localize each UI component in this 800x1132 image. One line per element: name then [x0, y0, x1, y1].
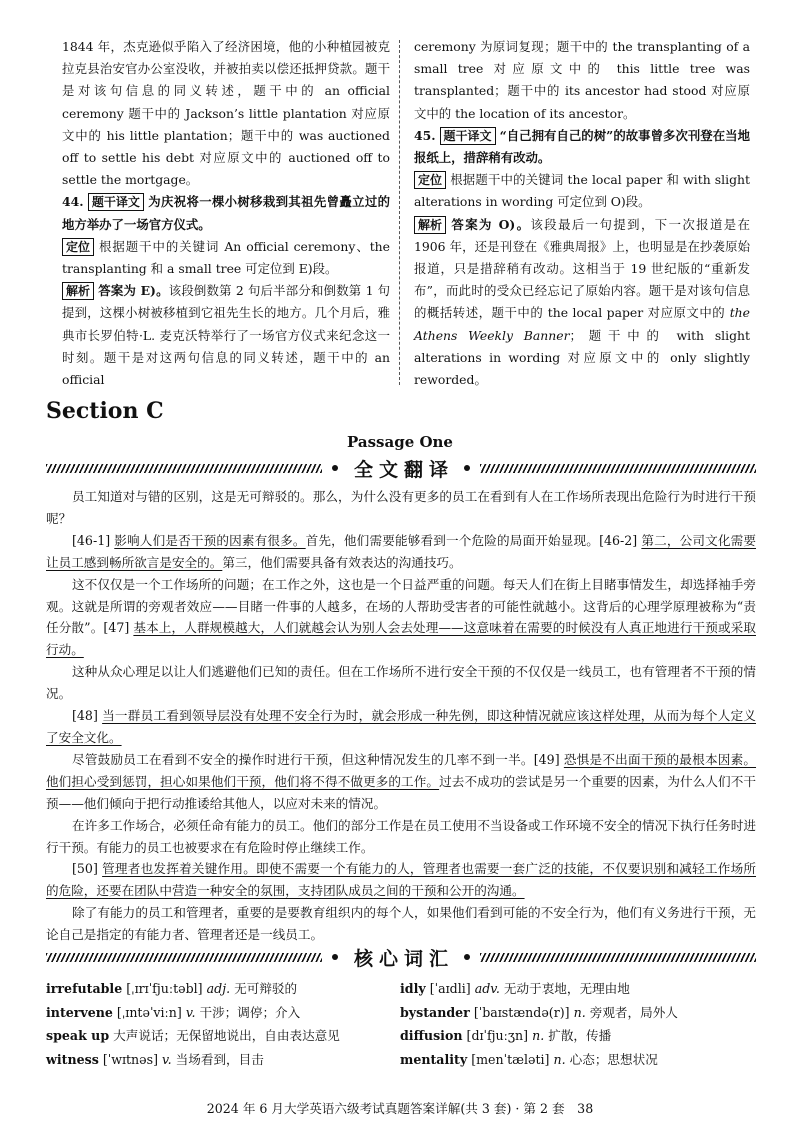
underline-46-1: 影响人们是否干预的因素有很多。: [114, 532, 306, 548]
vocab-dot-left: [332, 954, 338, 960]
left-para-continued: 1844 年，杰克逊似乎陷入了经济困境，他的小种植园被克拉克县治安官办公室没收，并被拍卖以偿还抵押贷款。题干是对该句信息的同义转述，题干中的 an official ceremony 题干中的 Jackson’s little plantation 对应原文中的 his little plantation；题干中的 was auctioned off to settle his debt 对应原文中的 auctioned off to settle the mortgage。: [62, 39, 390, 188]
left-column: [62, 36, 390, 391]
underline-50: 管理者也发挥着关键作用。即使不需要一个有能力的人，管理者也需要一套广泛的技能，不仅要识别和减轻工作场所的危险，还要在团队中营造一种安全的氛围，支持团队成员之间的干预和公开的沟通。: [46, 861, 757, 899]
vocab-entry: [400, 1001, 756, 1025]
vocab-word: idly: [400, 981, 426, 996]
vocab-word: mentality: [400, 1051, 468, 1067]
vocab-word: bystander: [400, 1004, 470, 1020]
vocab-hatch-right: [480, 953, 756, 962]
column-divider: [399, 40, 400, 385]
vocab-pos: n.: [573, 1004, 586, 1020]
vocab-pos: n.: [532, 1028, 545, 1043]
q45-block: [414, 125, 750, 169]
vocab-pos: n.: [553, 1051, 566, 1067]
banner-dot-left: [332, 465, 338, 471]
vocab-def: 无可辩驳的: [234, 981, 298, 996]
vocab-word: speak up: [46, 1028, 110, 1043]
q45-analysis-italic: the Athens Weekly Banner: [414, 305, 750, 343]
vocab-phonetic: [ˈwɪtnəs]: [102, 1051, 158, 1067]
mark-46-2: [46-2]: [599, 532, 638, 548]
q44-locate: [62, 236, 390, 280]
vocab-word: witness: [46, 1051, 99, 1067]
vocab-entry: [46, 977, 391, 1001]
vocab-phonetic: [dɪˈfjuːʒn]: [466, 1028, 529, 1043]
mark-48: [48]: [72, 708, 98, 724]
vocab-phonetic: [menˈtæləti]: [471, 1051, 550, 1067]
vocab-def: 大声说话；无保留地说出，自由表达意见: [113, 1028, 340, 1043]
q44-block: [62, 191, 390, 235]
vocab-entry: [46, 1001, 391, 1025]
q44-analysis-tag: 解析: [62, 282, 94, 300]
mark-50: [50]: [72, 861, 98, 877]
vocab-def: 心态；思想状况: [569, 1051, 658, 1067]
vocab-phonetic: [ˈbaɪstændə(r)]: [473, 1004, 570, 1020]
q45-locate-text: 根据题干中的关键词 the local paper 和 with slight alterations in wording 可定位到 O)段。: [414, 172, 750, 210]
vocab-entry: [46, 1048, 391, 1072]
q44-answer: 答案为 E)。: [98, 283, 169, 299]
q44-locate-text: 根据题干中的关键词 An official ceremony、the transplanting 和 a small tree 可定位到 E)段。: [62, 238, 390, 277]
q45-locate-tag: 定位: [414, 171, 446, 189]
vocab-column-right: [400, 977, 756, 1071]
translation-p5: [46, 705, 756, 749]
vocab-entry: [400, 1024, 756, 1048]
vocab-pos: v.: [185, 1004, 196, 1020]
q44-translation: 为庆祝将一棵小树移栽到其祖先曾矗立过的地方举办了一场官方仪式。: [62, 194, 390, 232]
translation-p4: 这种从众心理足以让人们逃避他们已知的责任。但在工作场所不进行安全干预的不仅仅是一线员工，也有管理者不干预的情况。: [46, 664, 756, 702]
translation-p8: [46, 858, 756, 902]
page-footer: 2024 年 6 月大学英语六级考试真题答案详解(共 3 套) · 第 2 套 38: [206, 1101, 594, 1116]
underline-48: 当一群员工看到领导层没有处理不安全行为时，就会形成一种先例，即这种情况就应该这样处理，从而为每个人定义了安全文化。: [46, 708, 757, 745]
vocab-pos: adj.: [206, 981, 231, 996]
vocab-def: 无动于衷地，无理由地: [503, 981, 630, 996]
mark-49: [49]: [533, 751, 560, 767]
underline-47: 基本上，人群规模越大，人们就越会认为别人会去处理——这意味着在需要的时候没有人真正地进行干预或采取行动。: [46, 620, 756, 658]
p2-mid: 首先，他们需要能够看到一个危险的局面开始显现。: [305, 532, 600, 548]
vocab-dot-right: [464, 954, 470, 960]
translation-p3: [46, 574, 756, 662]
underline-49: 恐惧是不出面干预的最根本因素。他们担心受到惩罚，担心如果他们干预，他们将不得不做更多的工作。: [46, 751, 757, 789]
p6-end: 过去不成功的尝试是另一个重要的因素，为什么人们不干预——他们倾向于把行动推诿给其他人，以应对未来的情况。: [46, 773, 757, 811]
p6-text: 尽管鼓励员工在看到不安全的操作时进行干预，但这种情况发生的几率不到一半。: [72, 751, 534, 767]
mark-47: [47]: [103, 620, 130, 636]
banner-translation-title: 全文翻译: [354, 458, 455, 481]
right-column: [414, 36, 750, 391]
vocab-phonetic: [ˌɪntəˈviːn]: [116, 1004, 182, 1020]
mark-46-1: [46-1]: [72, 532, 111, 548]
vocab-word: intervene: [46, 1004, 113, 1020]
q44-translation-tag: 题干译文: [88, 193, 144, 211]
translation-body: [46, 486, 756, 946]
translation-p1: 员工知道对与错的区别，这是无可辩驳的。那么，为什么没有更多的员工在看到有人在工作场所表现出危险行为时进行干预呢？: [46, 489, 756, 526]
q45-analysis-text-b: ；题干中的 with slight alterations in wording 对应原文中的 only slightly reworded。: [414, 327, 750, 388]
q45-answer: 答案为 O)。: [450, 216, 531, 232]
q45-locate: [414, 169, 750, 213]
banner-hatch-left: [46, 464, 322, 473]
translation-p7: 在许多工作场合，必须任命有能力的员工。他们的部分工作是在员工使用不当设备或工作环境不安全的情况下执行任务时进行干预。有能力的员工也被要求在有危险时停止继续工作。: [46, 817, 756, 855]
q45-analysis: [414, 214, 750, 392]
vocab-entry: [400, 977, 756, 1001]
vocab-def: 扩散，传播: [548, 1028, 612, 1043]
translation-p6: [46, 749, 756, 815]
passage-title: Passage One: [347, 433, 453, 451]
vocab-phonetic: [ˌɪrɪˈfjuːtəbl]: [126, 981, 203, 996]
translation-p2: [46, 530, 756, 574]
vocab-pos: v.: [162, 1051, 172, 1067]
p2-end: 第三，他们需要具备有效表达的沟通技巧。: [222, 554, 462, 570]
vocab-column-left: [46, 977, 391, 1071]
vocab-def: 当场看到，目击: [175, 1051, 264, 1067]
section-title: Section C: [46, 398, 164, 424]
q45-analysis-text-a: 该段最后一句提到，下一次报道是在 1906 年，还是刊登在《雅典周报》上，也明显是在抄袭原始报道，只是措辞稍有改动。这相当于 19 世纪版的“重新发布”，而此时的受众已经忘记了原始内容。题干是对该句信息的概括转述，题干中的 the local paper 对应原文中的: [414, 216, 750, 321]
q45-number: 45.: [414, 127, 436, 143]
vocab-entry: [46, 1024, 391, 1048]
q44-analysis-text: 该段倒数第 2 句后半部分和倒数第 1 句提到，这棵小树被移植到它祖先生长的地方。几个月后，雅典市长罗伯特·L. 麦克沃特举行了一场官方仪式来纪念这一时刻。题干是对这两句信息的同义转述，题干中的 an official: [62, 283, 390, 388]
q45-analysis-tag: 解析: [414, 216, 446, 234]
q44-number: 44.: [62, 194, 84, 210]
banner-dot-right: [464, 465, 470, 471]
vocab-word: diffusion: [400, 1028, 463, 1043]
vocab-hatch-left: [46, 953, 322, 962]
q44-analysis: [62, 280, 390, 391]
p3-text: 这不仅仅是一个工作场所的问题；在工作之外，这也是一个日益严重的问题。每天人们在街上目睹事情发生，却选择袖手旁观。这就是所谓的旁观者效应——目睹一件事的人越多，在场的人帮助受害者的可能性就越小。这背后的心理学原理被称为“责任分散”。: [46, 576, 756, 636]
vocab-def: 干涉；调停；介入: [199, 1004, 301, 1020]
vocab-entry: [400, 1048, 756, 1072]
vocab-banner: [46, 944, 756, 970]
q44-locate-tag: 定位: [62, 238, 94, 256]
banner-hatch-right: [480, 464, 756, 473]
q45-translation: “自己拥有自己的树”的故事曾多次刊登在当地报纸上，措辞稍有改动。: [414, 127, 750, 166]
underline-46-2: 第二，公司文化需要让员工感到畅所欲言是安全的。: [46, 532, 757, 570]
translation-banner: [46, 455, 756, 481]
banner-vocab-title: 核心词汇: [354, 947, 455, 970]
translation-p9: 除了有能力的员工和管理者，重要的是要教育组织内的每个人，如果他们看到可能的不安全行为，他们有义务进行干预，无论自己是指定的有能力者、管理者还是一线员工。: [46, 905, 756, 943]
q44-continued: ceremony 为原词复现；题干中的 the transplanting of a small tree 对应原文中的 this little tree was transplanted；题干中的 its ancestor had stood 对应原文中的 the location of its ancestor。: [414, 39, 750, 121]
vocab-def: 旁观者，局外人: [589, 1004, 678, 1020]
q45-translation-tag: 题干译文: [440, 127, 496, 145]
vocab-phonetic: [ˈaɪdli]: [429, 981, 471, 996]
vocab-word: irrefutable: [46, 981, 123, 996]
vocab-pos: adv.: [474, 981, 500, 996]
